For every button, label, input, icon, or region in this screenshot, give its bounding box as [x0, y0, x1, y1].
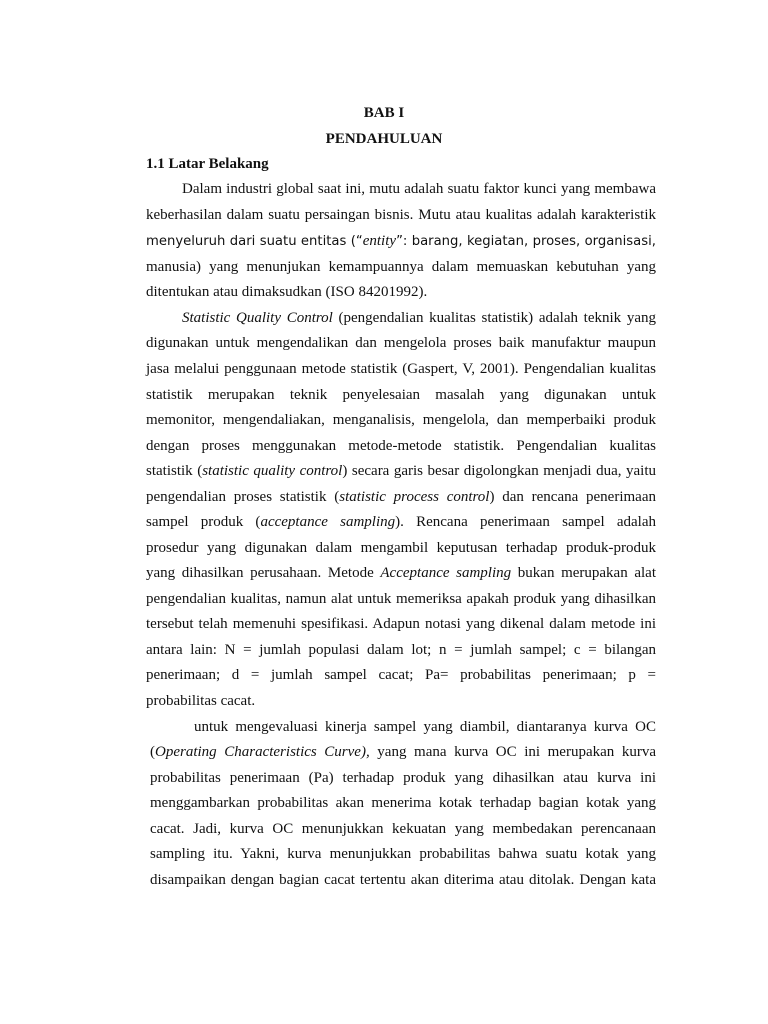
para1-line1: Dalam industri global saat ini, mutu adalah suatu faktor kunci yang membawa — [182, 181, 656, 197]
para3-line3: probabilitas penerimaan (Pa) terhadap produk yang dihasilkan atau kurva ini — [150, 770, 656, 786]
para1-line2: keberhasilan dalam suatu persaingan bisnis. Mutu atau kualitas adalah karakteristik — [146, 207, 656, 223]
para2-line7 — [146, 461, 656, 481]
para2-line5: memonitor, mengendaliakan, menganalisis, mengelola, dan memperbaiki produk — [146, 412, 656, 428]
para2-line1 — [146, 308, 656, 328]
para2-line12: pengendalian kualitas, namun alat untuk memeriksa apakah produk yang dihasilkan — [146, 591, 656, 607]
para3-line1: untuk mengevaluasi kinerja sampel yang diambil, diantaranya kurva OC — [194, 719, 656, 735]
para2-line11-italic: Acceptance sampling — [380, 565, 512, 581]
chapter-title: PENDAHULUAN — [325, 131, 443, 147]
para2-line11-a: yang dihasilkan perusahaan. Metode — [146, 565, 381, 581]
section-heading: 1.1 Latar Belakang — [146, 156, 269, 172]
para2-line10: prosedur yang digunakan dalam mengambil keputusan terhadap produk-produk — [146, 540, 656, 556]
para1-line3-a: menyeluruh dari suatu entitas (“ — [146, 234, 363, 249]
para2-line1-rest: (pengendalian kualitas statistik) adalah teknik yang — [332, 310, 657, 326]
para2-line16: probabilitas cacat. — [146, 693, 256, 709]
para1-line4: manusia) yang menunjukan kemampuannya dalam memuaskan kebutuhan yang — [146, 259, 656, 275]
para1-line3-c: ”: barang, kegiatan, proses, organisasi, — [396, 234, 656, 249]
para2-line1-sqc: Statistic Quality Control — [182, 310, 333, 326]
para3-line2-italic: Operating Characteristics Curve), — [155, 744, 370, 760]
para2-line6: dengan proses menggunakan metode-metode statistik. Pengendalian kualitas — [146, 438, 656, 454]
para1-line5: ditentukan atau dimaksudkan (ISO 84201992). — [146, 284, 428, 300]
para2-line7-a: statistik ( — [146, 463, 203, 479]
para2-line4: statistik merupakan teknik penyelesaian masalah yang digunakan untuk — [146, 387, 656, 403]
para2-line11-c: bukan merupakan alat — [511, 565, 656, 581]
para2-line2: digunakan untuk mengendalikan dan mengelola proses baik manufaktur maupun — [146, 335, 656, 351]
para3-line7: disampaikan dengan bagian cacat tertentu akan diterima atau ditolak. Dengan kata — [150, 872, 656, 888]
para1-line3 — [146, 231, 656, 252]
para2-line15: penerimaan; d = jumlah sampel cacat; Pa= probabilitas penerimaan; p = — [146, 667, 656, 683]
para3-line5: cacat. Jadi, kurva OC menunjukkan kekuatan yang membedakan perencanaan — [150, 821, 656, 837]
para2-line11 — [146, 563, 656, 583]
para2-line7-c: ) secara garis besar digolongkan menjadi dua, yaitu — [342, 463, 656, 479]
para2-line8 — [146, 487, 656, 507]
para2-line14: antara lain: N = jumlah populasi dalam lot; n = jumlah sampel; c = bilangan — [146, 642, 656, 658]
para2-line8-a: pengendalian proses statistik ( — [146, 489, 340, 505]
para2-line9 — [146, 512, 656, 532]
para2-line8-italic: statistic process control — [339, 489, 490, 505]
para2-line7-italic: statistic quality control — [202, 463, 343, 479]
para2-line9-c: ). Rencana penerimaan sampel adalah — [395, 514, 656, 530]
para2-line3: jasa melalui penggunaan metode statistik (Gaspert, V, 2001). Pengendalian kualitas — [146, 361, 656, 377]
para3-line2 — [150, 742, 656, 762]
para2-line9-italic: acceptance sampling — [260, 514, 396, 530]
para2-line13: tersebut telah memenuhi spesifikasi. Adapun notasi yang dikenal dalam metode ini — [146, 616, 656, 632]
chapter-number: BAB I — [363, 105, 405, 121]
para1-line3-entity: entity — [362, 233, 397, 249]
para3-line2-a: ( — [150, 744, 155, 760]
para2-line8-c: ) dan rencana penerimaan — [489, 489, 656, 505]
para3-line4: menggambarkan probabilitas akan menerima kotak terhadap bagian kotak yang — [150, 795, 656, 811]
para3-line6: sampling itu. Yakni, kurva menunjukkan probabilitas bahwa suatu kotak yang — [150, 846, 656, 862]
para3-line2-c: yang mana kurva OC ini merupakan kurva — [369, 744, 656, 760]
para2-line9-a: sampel produk ( — [146, 514, 261, 530]
